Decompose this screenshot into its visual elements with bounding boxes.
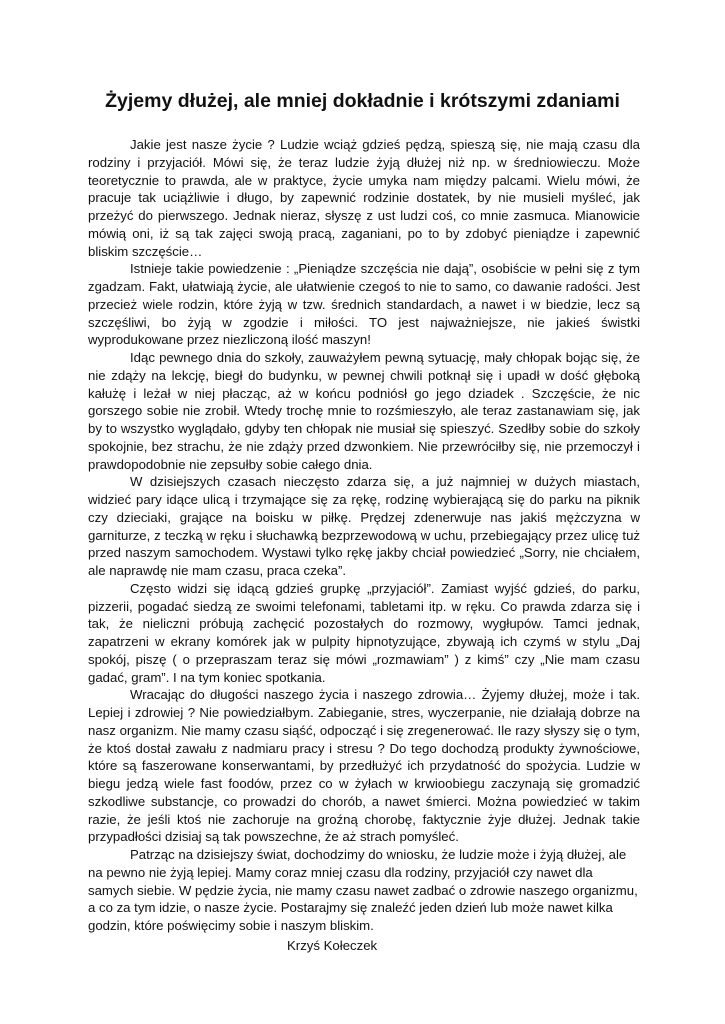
author-signature: Krzyś Kołeczek [287, 938, 378, 953]
paragraph-7: Patrząc na dzisiejszy świat, dochodzimy do wniosku, że ludzie może i żyją dłużej, ale na pewno nie żyją lepiej. Mamy coraz mniej czasu dla rodziny, przyjaciół czy nawet dla samych siebie. W pędzie życia, nie mamy czasu nawet zadbać o zdrowie naszego organizmu, a co za tym idzie, o nasze życie. Postarajmy się znaleźć jeden dzień lub może nawet kilka godzin, które poświęcimy sobie i naszym bliskim. [88, 847, 638, 933]
paragraph-2: Istnieje takie powiedzenie : „Pieniądze szczęścia nie dają”, osobiście w pełni się z tym zgadzam. Fakt, ułatwiają życie, ale ułatwienie czegoś to nie to samo, co dawanie radości. Jest przecież wiele rodzin, które żyją w tzw. średnich standardach, a nawet i w biedzie, lecz są szczęśliwi, bo żyją w zgodzie i miłości. TO jest najważniejsze, nie jakieś świstki wyprodukowane przez niezliczoną ilość maszyn! [88, 261, 640, 348]
document-body [88, 136, 640, 935]
paragraph-6: Wracając do długości naszego życia i naszego zdrowia… Żyjemy dłużej, może i tak. Lepiej i zdrowiej ? Nie powiedziałbym. Zabieganie, stres, wyczerpanie, nie działają dobrze na nasz organizm. Nie mamy czasu siąść, odpocząć i się zregenerować. Ile razy słyszy się o tym, że ktoś dostał zawału z nadmiaru pracy i stresu ? Do tego dochodzą produkty żywnościowe, które są faszerowane konserwantami, by przedłużyć ich przydatność do spożycia. Ludzie w biegu jedzą wiele fast foodów, przez co w żyłach w krwioobiegu zaczynają się gromadzić szkodliwe substancje, co prowadzi do chorób, a nawet śmierci. Można powiedzieć w takim razie, że jeśli ktoś nie zachoruje na groźną chorobę, faktycznie żyje dłużej. Jednak takie przypadłości dzisiaj są tak powszechne, że aż strach pomyśleć. [88, 687, 640, 845]
paragraph-3: Idąc pewnego dnia do szkoły, zauważyłem pewną sytuację, mały chłopak bojąc się, że nie zdąży na lekcję, biegł do budynku, w pewnej chwili potknął się i upadł w dość głęboką kałużę i leżał w niej płacząc, aż w końcu podniósł go jego dziadek . Szczęście, że nic gorszego sobie nie zrobił. Wtedy trochę mnie to rozśmieszyło, ale teraz zastanawiam się, jak by to wszystko wyglądało, gdyby ten chłopak nie musiał się spieszyć. Szedłby sobie do szkoły spokojnie, bez strachu, że nie zdąży przed dzwonkiem. Nie przewróciłby się, nie przemoczył i prawdopodobnie nie zepsułby sobie całego dnia. [88, 350, 640, 472]
paragraph-1: Jakie jest nasze życie ? Ludzie wciąż gdzieś pędzą, spieszą się, nie mają czasu dla rodziny i przyjaciół. Mówi się, że teraz ludzie żyją dłużej niż np. w średniowieczu. Może teoretycznie to prawda, ale w praktyce, życie umyka nam między palcami. Wielu mówi, że pracuje tak uciążliwie i długo, by zapewnić rodzinie dostatek, by nie musieli myśleć, jak przeżyć do pierwszego. Jednak nieraz, słyszę z ust ludzi coś, co mnie zasmuca. Mianowicie mówią oni, iż są tak zajęci swoją pracą, zaganiani, po to by zdobyć pieniądze i zapewnić bliskim szczęście… [88, 137, 640, 259]
paragraph-4: W dzisiejszych czasach nieczęsto zdarza się, a już najmniej w dużych miastach, widzieć pary idące ulicą i trzymające się za rękę, rodzinę wybierającą się do parku na piknik czy dzieciaki, grające na boisku w piłkę. Prędzej zdenerwuje nas jakiś mężczyzna w garniturze, z teczką w ręku i słuchawką bezprzewodową w uchu, przebiegający przez ulicę tuż przed naszym samochodem. Wystawi tylko rękę jakby chciał powiedzieć „Sorry, nie chciałem, ale naprawdę nie mam czasu, praca czeka”. [88, 474, 640, 578]
paragraph-5: Często widzi się idącą gdzieś grupkę „przyjaciół”. Zamiast wyjść gdzieś, do parku, pizzerii, pogadać siedzą ze swoimi telefonami, tabletami itp. w ręku. Co prawda zdarza się i tak, że nieliczni próbują zachęcić pozostałych do rozmowy, wygłupów. Tamci jednak, zapatrzeni w ekrany komórek jak w pulpity hipnotyzujące, zbywają ich czymś w stylu „Daj spokój, piszę ( o przepraszam teraz się mówi „rozmawiam” ) z kimś” czy „Nie mam czasu gadać, gram”. I na tym koniec spotkania. [88, 580, 640, 685]
document-title: Żyjemy dłużej, ale mniej dokładnie i krótszymi zdaniami [105, 90, 620, 112]
